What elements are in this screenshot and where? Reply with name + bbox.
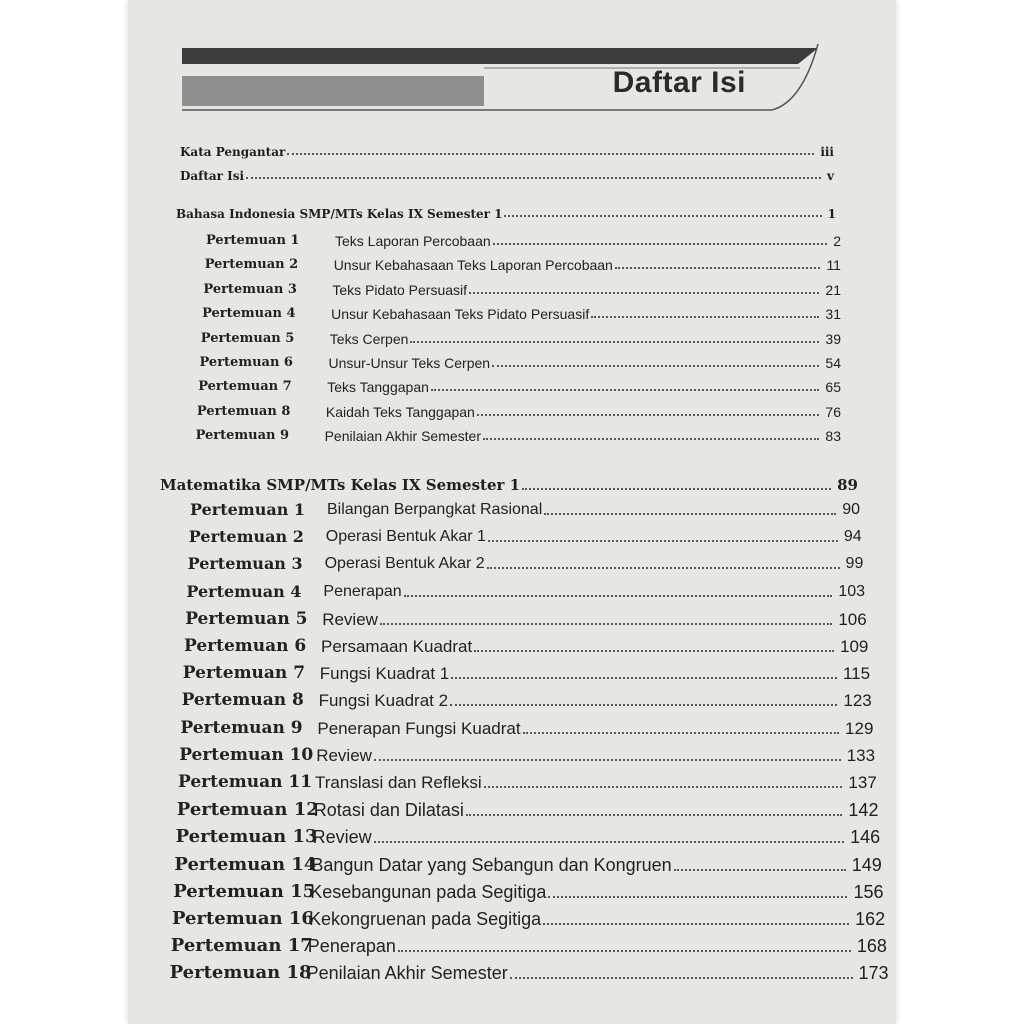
- toc-entry: [322, 609, 867, 630]
- dot-leader: [404, 595, 833, 597]
- entry-topic: Unsur Kebahasaan Teks Pidato Persuasif: [331, 306, 590, 323]
- page-number: 109: [840, 637, 869, 656]
- toc-entry: [323, 582, 865, 602]
- session-label: Pertemuan 7: [198, 379, 292, 395]
- toc-entry: [327, 500, 860, 520]
- entry-title: Daftar Isi: [180, 169, 245, 183]
- entry-topic: Fungsi Kuadrat 2: [318, 691, 449, 711]
- toc-front-entry: [180, 168, 834, 184]
- entry-topic: Kesebangunan pada Segitiga: [310, 881, 547, 902]
- dot-leader: [398, 950, 851, 952]
- session-label: Pertemuan 4: [202, 306, 296, 322]
- page-number: 90: [842, 501, 860, 518]
- page-number: 94: [843, 528, 862, 546]
- toc-entry: [307, 962, 889, 984]
- entry-topic: Review: [312, 827, 372, 848]
- toc-entry: [327, 378, 841, 396]
- page-number: 149: [851, 854, 882, 875]
- session-label: Pertemuan 16: [172, 908, 314, 929]
- toc-entry: [310, 881, 883, 903]
- page-number: 65: [825, 379, 841, 396]
- session-label: Pertemuan 9: [180, 717, 303, 738]
- page-number: 162: [855, 909, 886, 929]
- page-number: 173: [858, 963, 889, 984]
- page-number: 123: [843, 691, 872, 711]
- toc-entry: [332, 281, 841, 299]
- entry-topic: Review: [322, 609, 378, 629]
- dot-leader: [510, 977, 853, 979]
- dot-leader: [674, 869, 846, 871]
- session-label: Pertemuan 2: [204, 257, 299, 273]
- toc-entry: [326, 527, 862, 547]
- toc-entry: [330, 330, 841, 348]
- dot-leader: [544, 513, 836, 515]
- dot-leader: [591, 316, 819, 318]
- entry-topic: Penerapan: [307, 936, 396, 957]
- page-number: 168: [856, 936, 887, 957]
- session-label: Pertemuan 2: [188, 527, 304, 547]
- dot-leader: [493, 243, 828, 245]
- toc-entry: [329, 354, 842, 372]
- dot-leader: [504, 215, 821, 217]
- dot-leader: [522, 488, 831, 490]
- dot-leader: [466, 814, 843, 816]
- toc-entry: [320, 663, 870, 684]
- entry-topic: Penilaian Akhir Semester: [306, 963, 508, 984]
- session-label: Pertemuan 17: [170, 935, 313, 957]
- dot-leader: [488, 540, 838, 542]
- toc-front-entry: [180, 144, 834, 160]
- page-number: v: [827, 169, 834, 183]
- page-number: 2: [833, 233, 841, 249]
- page-number: 21: [825, 281, 841, 298]
- session-label: Pertemuan 11: [178, 772, 313, 792]
- toc-entry: [315, 772, 877, 793]
- dot-leader: [450, 704, 837, 706]
- toc-entry: [321, 636, 868, 657]
- page-number: 39: [825, 330, 841, 347]
- page-number: 54: [825, 355, 841, 371]
- session-label: Pertemuan 8: [181, 690, 304, 711]
- entry-topic: Kekongruenan pada Segitiga: [309, 909, 542, 929]
- session-label: Pertemuan 6: [184, 636, 307, 656]
- session-label: Pertemuan 12: [176, 799, 319, 821]
- page-title: Daftar Isi: [612, 66, 746, 99]
- dot-leader: [431, 389, 820, 391]
- session-label: Pertemuan 5: [185, 608, 308, 629]
- dot-leader: [615, 267, 821, 269]
- toc-entry: [335, 232, 841, 250]
- dot-leader: [543, 923, 849, 925]
- toc-entry: [313, 826, 881, 848]
- toc-entry: [331, 305, 841, 323]
- entry-topic: Teks Pidato Persuasif: [332, 281, 468, 298]
- toc-entry: [325, 427, 841, 445]
- session-label: Pertemuan 13: [175, 826, 318, 848]
- entry-topic: Kaidah Teks Tanggapan: [325, 403, 475, 420]
- page-number: 146: [850, 827, 881, 848]
- page-number: 137: [848, 773, 877, 792]
- toc-entry: [334, 256, 841, 274]
- dot-leader: [477, 414, 820, 416]
- page-number: 156: [853, 881, 884, 902]
- entry-topic: Teks Laporan Percobaan: [335, 233, 491, 249]
- dot-leader: [451, 677, 837, 679]
- dot-leader: [374, 841, 844, 843]
- section-title: Bahasa Indonesia SMP/MTs Kelas IX Semester 1: [176, 207, 503, 221]
- dot-leader: [483, 438, 819, 440]
- entry-topic: Operasi Bentuk Akar 2: [324, 555, 485, 573]
- dot-leader: [287, 153, 814, 155]
- dot-leader: [548, 896, 847, 898]
- toc-entry: [309, 908, 885, 930]
- session-label: Pertemuan 3: [187, 554, 303, 574]
- session-label: Pertemuan 14: [174, 853, 317, 875]
- session-label: Pertemuan 6: [199, 355, 293, 370]
- dot-leader: [484, 786, 843, 788]
- entry-topic: Rotasi dan Dilatasi: [313, 800, 464, 821]
- dot-leader: [374, 759, 841, 761]
- toc-entry: [317, 718, 873, 739]
- dot-leader: [492, 365, 819, 367]
- session-label: Pertemuan 1: [206, 233, 300, 248]
- entry-topic: Teks Cerpen: [329, 330, 409, 347]
- entry-topic: Fungsi Kuadrat 1: [319, 664, 450, 684]
- page-number: 1: [827, 207, 836, 221]
- page-number: 31: [825, 306, 841, 323]
- entry-topic: Teks Tanggapan: [327, 379, 429, 396]
- session-label: Pertemuan 9: [195, 428, 290, 444]
- session-label: Pertemuan 1: [190, 500, 306, 519]
- session-label: Pertemuan 8: [196, 403, 291, 419]
- entry-topic: Unsur Kebahasaan Teks Laporan Percobaan: [333, 257, 613, 274]
- dot-leader: [410, 341, 819, 343]
- entry-topic: Review: [316, 745, 372, 765]
- page-number: 89: [837, 476, 858, 494]
- session-label: Pertemuan 15: [173, 880, 316, 902]
- entry-topic: Penerapan: [323, 582, 402, 600]
- page-number: 106: [838, 609, 867, 629]
- entry-title: Kata Pengantar: [180, 145, 286, 159]
- entry-topic: Bilangan Berpangkat Rasional: [327, 501, 543, 518]
- toc-entry: [319, 690, 872, 711]
- entry-topic: Persamaan Kuadrat: [321, 637, 473, 656]
- toc-entry: [311, 854, 881, 876]
- page-number: 129: [845, 718, 874, 738]
- page-number: iii: [820, 145, 834, 159]
- session-label: Pertemuan 18: [169, 962, 312, 984]
- page-number: 83: [825, 428, 841, 445]
- dot-leader: [469, 292, 819, 294]
- dot-leader: [474, 650, 834, 652]
- toc-entry: [316, 745, 875, 766]
- page-number: 99: [845, 555, 864, 573]
- page-number: 103: [838, 582, 866, 600]
- session-label: Pertemuan 10: [179, 744, 314, 765]
- toc-entry: [326, 403, 841, 421]
- page-number: 115: [842, 664, 871, 684]
- toc-entry: [325, 554, 864, 574]
- dot-leader: [487, 567, 840, 569]
- dot-leader: [523, 732, 839, 734]
- page-number: 11: [826, 257, 841, 274]
- session-label: Pertemuan 5: [200, 330, 295, 346]
- section-title: Matematika SMP/MTs Kelas IX Semester 1: [160, 476, 521, 494]
- page-number: 142: [848, 800, 879, 821]
- session-label: Pertemuan 7: [182, 663, 306, 684]
- toc-entry: [314, 799, 879, 821]
- entry-topic: Penilaian Akhir Semester: [324, 428, 482, 445]
- entry-topic: Bangun Datar yang Sebangun dan Kongruen: [311, 854, 672, 875]
- toc-entry: [308, 935, 887, 957]
- section-heading-matematika: [160, 476, 858, 495]
- page-number: 76: [825, 403, 841, 420]
- entry-topic: Operasi Bentuk Akar 1: [325, 528, 486, 546]
- session-label: Pertemuan 4: [186, 581, 302, 601]
- dot-leader: [246, 177, 821, 179]
- dot-leader: [380, 623, 832, 625]
- session-label: Pertemuan 3: [203, 281, 297, 297]
- title-banner: [182, 40, 822, 116]
- section-heading-bahasa: [176, 206, 836, 222]
- entry-topic: Translasi dan Refleksi: [315, 773, 482, 792]
- page-number: 133: [846, 745, 876, 765]
- entry-topic: Penerapan Fungsi Kuadrat: [317, 718, 521, 738]
- entry-topic: Unsur-Unsur Teks Cerpen: [328, 355, 491, 371]
